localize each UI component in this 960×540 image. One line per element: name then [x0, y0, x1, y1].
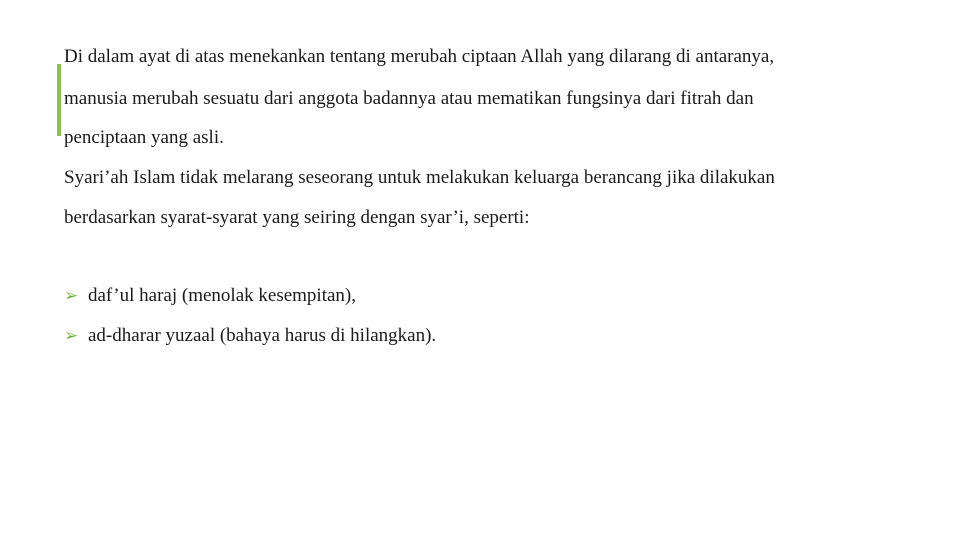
bullet-item-text: ad-dharar yuzaal (bahaya harus di hilangkan).: [88, 325, 437, 346]
bullet-item-2: [64, 325, 436, 348]
body-line-2: manusia merubah sesuatu dari anggota badannya atau mematikan fungsinya dari fitrah dan: [64, 88, 754, 109]
body-line-1: Di dalam ayat di atas menekankan tentang merubah ciptaan Allah yang dilarang di antaranya,: [64, 46, 775, 67]
bullet-item-1: [64, 285, 356, 308]
arrow-bullet-icon: ➢: [64, 326, 79, 347]
body-line-4: Syari’ah Islam tidak melarang seseorang untuk melakukan keluarga berancang jika dilakukan: [64, 167, 775, 188]
body-line-5: berdasarkan syarat-syarat yang seiring dengan syar’i, seperti:: [64, 207, 530, 228]
bullet-item-text: daf’ul haraj (menolak kesempitan),: [88, 285, 356, 306]
body-line-3: penciptaan yang asli.: [64, 127, 224, 148]
accent-bar: [57, 64, 61, 136]
arrow-bullet-icon: ➢: [64, 286, 79, 307]
